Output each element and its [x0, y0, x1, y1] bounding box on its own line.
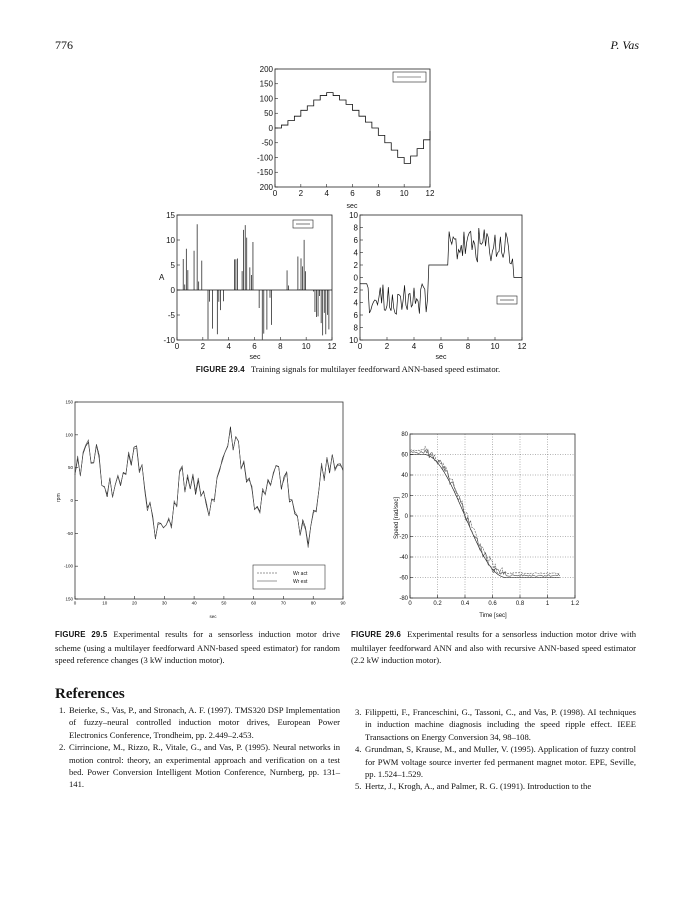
x-tick-label: 10 [399, 189, 409, 198]
x-tick-label: 30 [161, 600, 167, 606]
x-tick-label: 8 [278, 342, 283, 351]
reference-item: 1. Beierke, S., Vas, P., and Stronach, A. F. (1997). TMS320 DSP Implementation of fuzzy–neural controlled induction motor drives, European Power Electronics Conference, Trondheim, pp. 2.449–2.453. [59, 705, 340, 740]
y-tick-label: 150 [65, 596, 73, 602]
x-tick-label: 10 [490, 342, 500, 351]
plot-frame [177, 215, 332, 340]
x-tick-label: 0 [73, 600, 77, 606]
x-tick-label: 6 [252, 342, 257, 351]
series-speed-line [275, 93, 430, 164]
x-tick-label: 4 [324, 189, 329, 198]
y-tick-label: 200 [259, 182, 273, 192]
x-tick-label: 1.2 [570, 601, 580, 607]
y-tick-label: 150 [259, 79, 273, 89]
y-tick-label: -80 [399, 596, 408, 603]
fig5-chart [55, 397, 350, 622]
y-tick-label: 0 [70, 498, 73, 504]
y-tick-label: 10 [349, 335, 358, 345]
x-tick-label: 12 [327, 342, 337, 351]
y-tick-label: -50 [66, 530, 73, 536]
y-tick-label: 0 [353, 273, 358, 283]
y-tick-label: 10 [349, 210, 358, 220]
x-tick-label: 8 [376, 189, 381, 198]
y-tick-label: 150 [65, 399, 73, 405]
y-tick-label: 0 [170, 285, 175, 295]
y-tick-label: 100 [65, 432, 73, 438]
y-tick-label: 4 [353, 298, 358, 308]
y-tick-label: 10 [166, 235, 175, 245]
y-tick-label: 6 [353, 310, 358, 320]
y-tick-label: 2 [353, 285, 358, 295]
y-tick-label: 100 [259, 94, 273, 104]
x-axis-label: sec [249, 354, 261, 361]
figure-29-5-caption: FIGURE 29.5 Experimental results for a sensorless induction motor drive scheme (using a multilayer feedforward ANN-based speed estimator) for random speed reference changes (3 kW induction motor). [55, 629, 340, 665]
plot-frame [275, 69, 430, 187]
y-tick-label: -20 [399, 534, 408, 541]
y-tick-label: 50 [264, 109, 273, 119]
x-tick-label: 0 [174, 342, 180, 351]
fig4-bottom-right-chart [340, 210, 535, 360]
y-tick-label: 0 [268, 123, 273, 133]
fig6-chart [385, 428, 590, 618]
legend-box [253, 565, 325, 589]
x-tick-label: 2 [384, 342, 390, 351]
x-tick-label: 0.4 [460, 601, 470, 607]
figure-29-4-caption: FIGURE 29.4 Training signals for multilayer feedforward ANN-based speed estimator. [195, 364, 501, 374]
y-tick-label: -50 [261, 138, 273, 148]
page-number: 776 [55, 38, 73, 52]
x-tick-label: 80 [310, 600, 316, 606]
figure-29-6-caption: FIGURE 29.6 Experimental results for a sensorless induction motor drive with multilayer feedforward ANN and also with recursive ANN-based speed estimator (2.2 kW induction motor). [351, 629, 637, 665]
reference-item: 5. Hertz, J., Krogh, A., and Palmer, R. G. (1991). Introduction to the [355, 781, 592, 792]
y-tick-label: 0 [404, 514, 408, 521]
series-actual-speed-line [410, 455, 560, 578]
running-head-author: P. Vas [610, 38, 639, 52]
y-tick-label: -100 [256, 153, 273, 163]
series-wr-est-line [75, 429, 343, 547]
legend-entry-act: Wr act [293, 571, 308, 577]
x-tick-label: 12 [517, 342, 527, 351]
x-tick-label: 0.8 [515, 601, 525, 607]
x-axis-label: sec [346, 203, 358, 210]
y-tick-label: 80 [401, 432, 408, 439]
x-tick-label: 4 [411, 342, 417, 351]
y-axis-label: rpm [56, 493, 62, 502]
y-tick-label: 4 [353, 248, 358, 258]
x-tick-label: 40 [191, 600, 197, 606]
y-tick-label: 8 [353, 323, 358, 333]
y-tick-label: 200 [259, 64, 273, 74]
references-list-right [351, 706, 636, 793]
x-axis-label: Time [sec] [479, 613, 507, 619]
y-tick-label: 50 [67, 465, 73, 471]
x-tick-label: 0 [357, 342, 363, 351]
x-axis-label: sec [209, 614, 217, 619]
fig4-top-chart [245, 62, 445, 210]
series-rnn-est-line [410, 447, 560, 575]
x-tick-label: 1 [545, 601, 550, 607]
x-tick-label: 6 [438, 342, 444, 351]
x-tick-label: 12 [425, 189, 435, 198]
y-tick-label: -150 [256, 168, 273, 178]
x-tick-label: 6 [350, 189, 355, 198]
reference-item: 3. Filippetti, F., Franceschini, G., Tassoni, C., and Vas, P. (1998). AI techniques in induction machine diagnosis including the speed ripple effect. IEEE Transactions on Energy Conversion 34, 98–108. [355, 707, 636, 742]
plot-frame [75, 402, 343, 599]
y-tick-label: 60 [401, 452, 408, 459]
reference-item: 2. Cirrincione, M., Rizzo, R., Vitale, G., and Vas, P. (1995). Neural networks in motion control: theory, an experimental approach and verification on a test bed. Power Conversion Intelligent Motion Conference, Nurnberg, pp. 131–141. [59, 742, 340, 790]
x-tick-label: 20 [132, 600, 138, 606]
y-tick-label: -10 [163, 335, 175, 345]
x-tick-label: 0.2 [433, 601, 442, 607]
x-tick-label: 50 [221, 600, 227, 606]
x-tick-label: 8 [465, 342, 471, 351]
y-tick-label: -40 [399, 555, 408, 562]
series-signal-line [360, 228, 522, 314]
reference-item: 4. Grundman, S, Krause, M., and Muller, V. (1995). Application of fuzzy control for PWM voltage source inverter fed permanent magnet motor. EPE, Seville, pp. 1.524–1.529. [355, 744, 636, 780]
y-tick-label: 6 [353, 235, 358, 245]
x-tick-label: 2 [200, 342, 206, 351]
y-tick-label: 15 [166, 210, 175, 220]
plot-frame [360, 215, 522, 340]
y-tick-label: -5 [167, 310, 175, 320]
series-ff-ann-est-line [410, 450, 560, 577]
x-tick-label: 0 [408, 601, 412, 607]
y-tick-label: 2 [353, 260, 358, 270]
references-heading: References [55, 686, 125, 702]
y-tick-label: 8 [353, 223, 358, 233]
series-current-line [177, 224, 332, 339]
y-axis-label: A [159, 273, 165, 282]
references-list-left [55, 704, 340, 791]
x-axis-label: sec [435, 354, 447, 361]
legend-entry-est: Wr est [293, 579, 308, 585]
y-tick-label: 20 [401, 493, 408, 500]
x-tick-label: 70 [280, 600, 286, 606]
x-tick-label: 0.6 [488, 601, 497, 607]
y-tick-label: -60 [399, 575, 408, 582]
x-tick-label: 4 [226, 342, 231, 351]
x-tick-label: 10 [102, 600, 108, 606]
y-tick-label: 5 [170, 260, 175, 270]
x-tick-label: 90 [340, 600, 346, 606]
x-tick-label: 10 [301, 342, 311, 351]
y-axis-label: Speed [rad/sec] [394, 496, 400, 540]
y-tick-label: -100 [63, 563, 73, 569]
x-tick-label: 60 [251, 600, 257, 606]
x-tick-label: 0 [272, 189, 278, 198]
x-tick-label: 2 [298, 189, 304, 198]
y-tick-label: 40 [401, 473, 408, 480]
fig4-bottom-left-chart [155, 210, 345, 360]
